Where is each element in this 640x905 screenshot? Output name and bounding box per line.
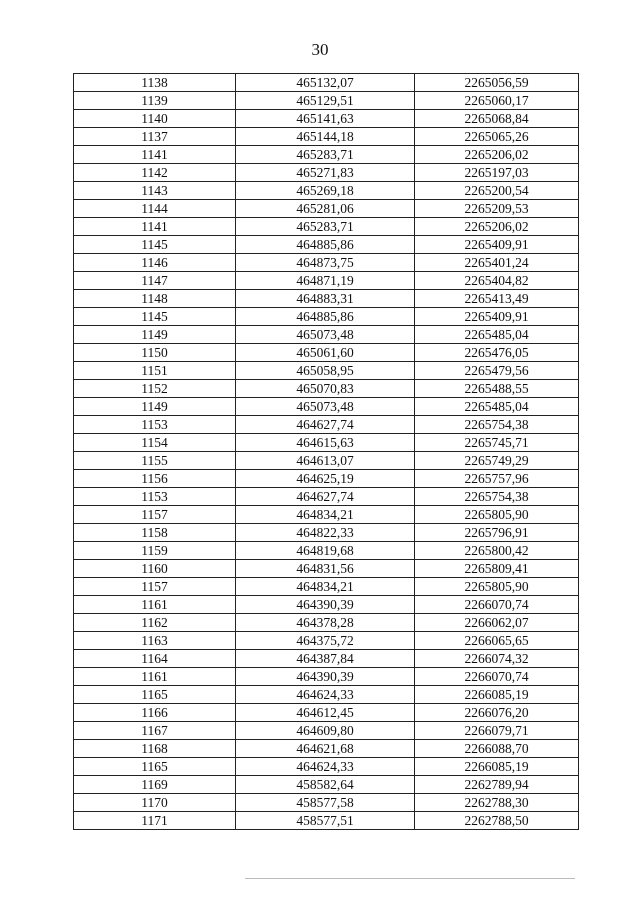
point-number-cell: 1143: [74, 182, 236, 200]
y-coordinate-cell: 2266070,74: [415, 596, 579, 614]
y-coordinate-cell: 2265200,54: [415, 182, 579, 200]
x-coordinate-cell: 458582,64: [236, 776, 415, 794]
table-row: [74, 362, 579, 380]
x-coordinate-cell: 465132,07: [236, 74, 415, 92]
x-coordinate-cell: 465283,71: [236, 146, 415, 164]
coordinates-table-body: [74, 74, 579, 830]
table-row: [74, 92, 579, 110]
y-coordinate-cell: 2265206,02: [415, 146, 579, 164]
table-row: [74, 506, 579, 524]
page-number: 30: [311, 40, 329, 59]
point-number-cell: 1162: [74, 614, 236, 632]
table-row: [74, 200, 579, 218]
table-row: [74, 704, 579, 722]
table-row: [74, 614, 579, 632]
point-number-cell: 1165: [74, 686, 236, 704]
y-coordinate-cell: 2266070,74: [415, 668, 579, 686]
table-row: [74, 794, 579, 812]
table-row: [74, 146, 579, 164]
table-row: [74, 452, 579, 470]
point-number-cell: 1163: [74, 632, 236, 650]
x-coordinate-cell: 464375,72: [236, 632, 415, 650]
point-number-cell: 1140: [74, 110, 236, 128]
point-number-cell: 1145: [74, 308, 236, 326]
point-number-cell: 1137: [74, 128, 236, 146]
table-row: [74, 812, 579, 830]
table-row: [74, 398, 579, 416]
y-coordinate-cell: 2265485,04: [415, 326, 579, 344]
x-coordinate-cell: 464871,19: [236, 272, 415, 290]
table-row: [74, 722, 579, 740]
y-coordinate-cell: 2265056,59: [415, 74, 579, 92]
x-coordinate-cell: 464612,45: [236, 704, 415, 722]
x-coordinate-cell: 464831,56: [236, 560, 415, 578]
y-coordinate-cell: 2265754,38: [415, 488, 579, 506]
table-row: [74, 596, 579, 614]
x-coordinate-cell: 464627,74: [236, 416, 415, 434]
y-coordinate-cell: 2265749,29: [415, 452, 579, 470]
x-coordinate-cell: 464819,68: [236, 542, 415, 560]
y-coordinate-cell: 2265060,17: [415, 92, 579, 110]
x-coordinate-cell: 465141,63: [236, 110, 415, 128]
y-coordinate-cell: 2262788,50: [415, 812, 579, 830]
coordinates-table: [73, 73, 579, 830]
point-number-cell: 1145: [74, 236, 236, 254]
table-row: [74, 326, 579, 344]
y-coordinate-cell: 2265479,56: [415, 362, 579, 380]
x-coordinate-cell: 464624,33: [236, 686, 415, 704]
table-row: [74, 668, 579, 686]
table-row: [74, 632, 579, 650]
table-row: [74, 344, 579, 362]
x-coordinate-cell: 464624,33: [236, 758, 415, 776]
x-coordinate-cell: 465073,48: [236, 326, 415, 344]
table-row: [74, 740, 579, 758]
y-coordinate-cell: 2266062,07: [415, 614, 579, 632]
x-coordinate-cell: 464615,63: [236, 434, 415, 452]
point-number-cell: 1154: [74, 434, 236, 452]
y-coordinate-cell: 2265745,71: [415, 434, 579, 452]
point-number-cell: 1149: [74, 398, 236, 416]
point-number-cell: 1157: [74, 506, 236, 524]
page-bottom-rule: [245, 878, 575, 879]
y-coordinate-cell: 2265809,41: [415, 560, 579, 578]
point-number-cell: 1151: [74, 362, 236, 380]
y-coordinate-cell: 2265404,82: [415, 272, 579, 290]
point-number-cell: 1167: [74, 722, 236, 740]
y-coordinate-cell: 2265068,84: [415, 110, 579, 128]
point-number-cell: 1170: [74, 794, 236, 812]
y-coordinate-cell: 2266085,19: [415, 758, 579, 776]
point-number-cell: 1171: [74, 812, 236, 830]
point-number-cell: 1160: [74, 560, 236, 578]
y-coordinate-cell: 2265805,90: [415, 506, 579, 524]
point-number-cell: 1164: [74, 650, 236, 668]
table-row: [74, 542, 579, 560]
point-number-cell: 1144: [74, 200, 236, 218]
x-coordinate-cell: 465073,48: [236, 398, 415, 416]
x-coordinate-cell: 458577,58: [236, 794, 415, 812]
table-row: [74, 182, 579, 200]
y-coordinate-cell: 2265800,42: [415, 542, 579, 560]
point-number-cell: 1148: [74, 290, 236, 308]
x-coordinate-cell: 464625,19: [236, 470, 415, 488]
x-coordinate-cell: 464627,74: [236, 488, 415, 506]
table-row: [74, 758, 579, 776]
point-number-cell: 1152: [74, 380, 236, 398]
x-coordinate-cell: 464378,28: [236, 614, 415, 632]
x-coordinate-cell: 465281,06: [236, 200, 415, 218]
table-row: [74, 218, 579, 236]
point-number-cell: 1150: [74, 344, 236, 362]
point-number-cell: 1153: [74, 416, 236, 434]
table-row: [74, 650, 579, 668]
x-coordinate-cell: 465061,60: [236, 344, 415, 362]
point-number-cell: 1147: [74, 272, 236, 290]
y-coordinate-cell: 2265485,04: [415, 398, 579, 416]
point-number-cell: 1158: [74, 524, 236, 542]
y-coordinate-cell: 2265409,91: [415, 308, 579, 326]
y-coordinate-cell: 2265757,96: [415, 470, 579, 488]
table-row: [74, 164, 579, 182]
table-row: [74, 308, 579, 326]
table-row: [74, 110, 579, 128]
y-coordinate-cell: 2265754,38: [415, 416, 579, 434]
table-row: [74, 686, 579, 704]
x-coordinate-cell: 464390,39: [236, 668, 415, 686]
y-coordinate-cell: 2266065,65: [415, 632, 579, 650]
x-coordinate-cell: 458577,51: [236, 812, 415, 830]
point-number-cell: 1146: [74, 254, 236, 272]
table-row: [74, 524, 579, 542]
x-coordinate-cell: 465129,51: [236, 92, 415, 110]
table-row: [74, 128, 579, 146]
x-coordinate-cell: 464834,21: [236, 578, 415, 596]
table-row: [74, 560, 579, 578]
x-coordinate-cell: 464613,07: [236, 452, 415, 470]
y-coordinate-cell: 2265488,55: [415, 380, 579, 398]
point-number-cell: 1166: [74, 704, 236, 722]
y-coordinate-cell: 2266079,71: [415, 722, 579, 740]
y-coordinate-cell: 2265805,90: [415, 578, 579, 596]
x-coordinate-cell: 464822,33: [236, 524, 415, 542]
y-coordinate-cell: 2265413,49: [415, 290, 579, 308]
point-number-cell: 1139: [74, 92, 236, 110]
point-number-cell: 1169: [74, 776, 236, 794]
y-coordinate-cell: 2266088,70: [415, 740, 579, 758]
x-coordinate-cell: 465269,18: [236, 182, 415, 200]
x-coordinate-cell: 464885,86: [236, 308, 415, 326]
y-coordinate-cell: 2265197,03: [415, 164, 579, 182]
table-row: [74, 380, 579, 398]
point-number-cell: 1156: [74, 470, 236, 488]
x-coordinate-cell: 465144,18: [236, 128, 415, 146]
y-coordinate-cell: 2265401,24: [415, 254, 579, 272]
point-number-cell: 1161: [74, 668, 236, 686]
point-number-cell: 1142: [74, 164, 236, 182]
x-coordinate-cell: 464387,84: [236, 650, 415, 668]
point-number-cell: 1159: [74, 542, 236, 560]
table-row: [74, 434, 579, 452]
table-row: [74, 578, 579, 596]
table-row: [74, 416, 579, 434]
x-coordinate-cell: 465070,83: [236, 380, 415, 398]
table-row: [74, 470, 579, 488]
point-number-cell: 1168: [74, 740, 236, 758]
point-number-cell: 1141: [74, 146, 236, 164]
y-coordinate-cell: 2265796,91: [415, 524, 579, 542]
point-number-cell: 1149: [74, 326, 236, 344]
y-coordinate-cell: 2266085,19: [415, 686, 579, 704]
y-coordinate-cell: 2265409,91: [415, 236, 579, 254]
table-row: [74, 488, 579, 506]
y-coordinate-cell: 2265476,05: [415, 344, 579, 362]
point-number-cell: 1155: [74, 452, 236, 470]
table-row: [74, 776, 579, 794]
table-row: [74, 254, 579, 272]
x-coordinate-cell: 465271,83: [236, 164, 415, 182]
table-row: [74, 74, 579, 92]
point-number-cell: 1165: [74, 758, 236, 776]
y-coordinate-cell: 2265209,53: [415, 200, 579, 218]
x-coordinate-cell: 464873,75: [236, 254, 415, 272]
point-number-cell: 1153: [74, 488, 236, 506]
y-coordinate-cell: 2262789,94: [415, 776, 579, 794]
point-number-cell: 1157: [74, 578, 236, 596]
table-row: [74, 236, 579, 254]
x-coordinate-cell: 465058,95: [236, 362, 415, 380]
table-row: [74, 272, 579, 290]
point-number-cell: 1138: [74, 74, 236, 92]
table-row: [74, 290, 579, 308]
point-number-cell: 1141: [74, 218, 236, 236]
x-coordinate-cell: 464885,86: [236, 236, 415, 254]
y-coordinate-cell: 2262788,30: [415, 794, 579, 812]
y-coordinate-cell: 2266076,20: [415, 704, 579, 722]
x-coordinate-cell: 464834,21: [236, 506, 415, 524]
x-coordinate-cell: 465283,71: [236, 218, 415, 236]
x-coordinate-cell: 464609,80: [236, 722, 415, 740]
y-coordinate-cell: 2265206,02: [415, 218, 579, 236]
x-coordinate-cell: 464621,68: [236, 740, 415, 758]
y-coordinate-cell: 2265065,26: [415, 128, 579, 146]
x-coordinate-cell: 464883,31: [236, 290, 415, 308]
y-coordinate-cell: 2266074,32: [415, 650, 579, 668]
point-number-cell: 1161: [74, 596, 236, 614]
x-coordinate-cell: 464390,39: [236, 596, 415, 614]
